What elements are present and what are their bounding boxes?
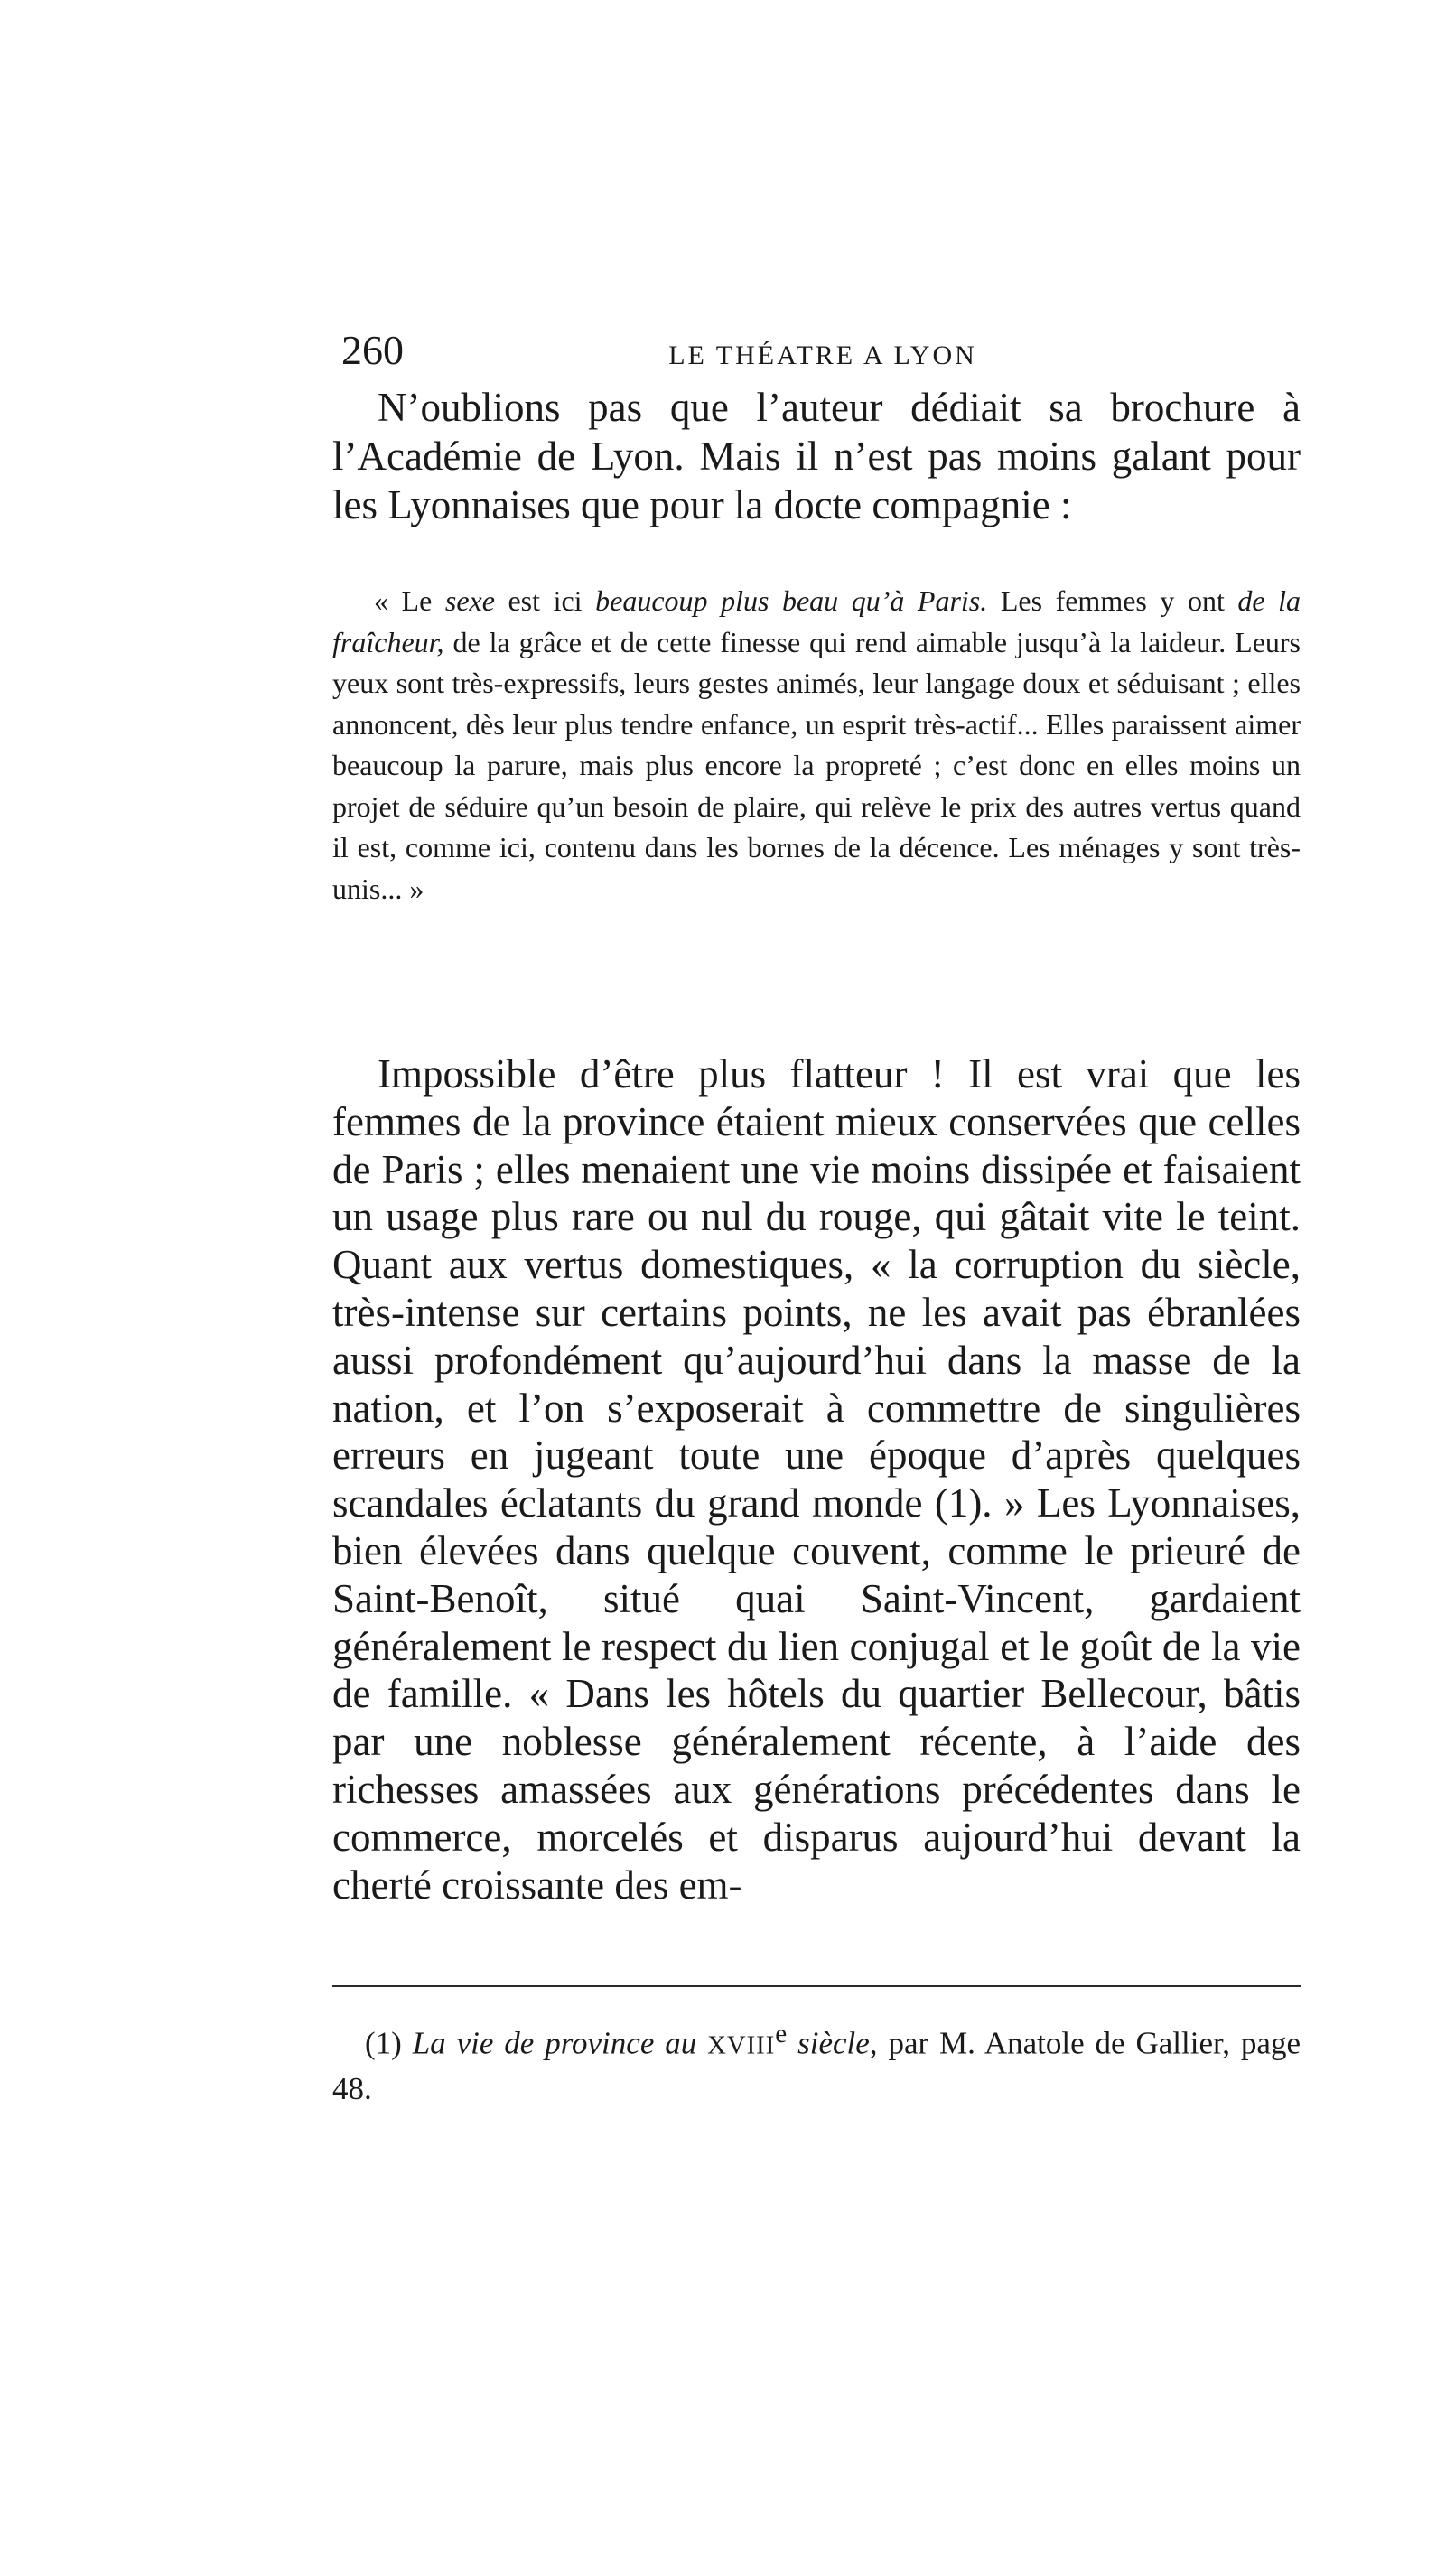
- quote-italic-plus-beau: beaucoup plus beau qu’à Paris.: [595, 584, 988, 617]
- footnote-rule: [332, 1985, 1301, 1987]
- footnote-marker: (1): [365, 2025, 413, 2061]
- footnote-title-b: siècle: [787, 2025, 870, 2061]
- quote-block: [332, 581, 1301, 910]
- quote-open: « Le: [374, 584, 445, 617]
- page-header: [341, 323, 1304, 378]
- footnote-rest: , par M. Anatole de Gallier, page 48.: [332, 2025, 1301, 2106]
- footnote-title-a: La vie de province au: [412, 2025, 708, 2061]
- quote-italic-sexe: sexe: [444, 584, 495, 617]
- footnote: [332, 2012, 1301, 2111]
- footnote-century-suffix: e: [775, 2020, 788, 2049]
- quote-italic-fraicheur: de la fraîcheur,: [332, 584, 1301, 658]
- quote-text-2: Les femmes y ont: [987, 584, 1238, 617]
- body-paragraph: Impossible d’être plus flatteur ! Il est vrai que les femmes de la province étaient mieux conservées que celles de Paris ; elles menaient une vie moins dissipée et faisaient un usage plus rare ou nul du rouge, qui gâtait vite le teint. Quant aux vertus domestiques, « la corruption du siècle, très-intense sur certains points, ne les avait pas ébranlées aussi profondément qu’aujourd’hui dans la masse de la nation, et l’on s’exposerait à commettre de singulières erreurs en jugeant toute une époque d’après quelques scandales éclatants du grand monde (1). » Les Lyonnaises, bien élevées dans quelque couvent, comme le prieuré de Saint-Benoît, situé quai Saint-Vincent, gardaient généralement le respect du lien conjugal et le goût de la vie de famille. « Dans les hôtels du quartier Bellecour, bâtis par une noblesse généralement récente, à l’aide des richesses amassées aux générations précédentes dans le commerce, morcelés et disparus aujourd’hui devant la cherté croissante des em-: [332, 1051, 1301, 1908]
- quote-text-1: est ici: [494, 584, 596, 617]
- running-title: LE THÉATRE A LYON: [668, 341, 977, 370]
- intro-paragraph: N’oublions pas que l’auteur dédiait sa brochure à l’Académie de Lyon. Mais il n’est pas moins galant pour les Lyonnaises que pour la docte compagnie :: [332, 385, 1301, 527]
- footnote-century: XVIII: [707, 2030, 776, 2060]
- quote-text-3: de la grâce et de cette finesse qui rend aimable jusqu’à la laideur. Leurs yeux sont très-expressifs, leurs gestes animés, leur langage doux et séduisant ; elles annoncent, dès leur plus tendre enfance, un esprit très-actif... Elles paraissent aimer beaucoup la parure, mais plus encore la propreté ; c’est donc en elles moins un projet de séduire qu’un besoin de plaire, qui relève le prix des autres vertus quand il est, comme ici, contenu dans les bornes de la décence. Les ménages y sont très-unis... »: [332, 625, 1301, 905]
- page-number: 260: [341, 327, 404, 373]
